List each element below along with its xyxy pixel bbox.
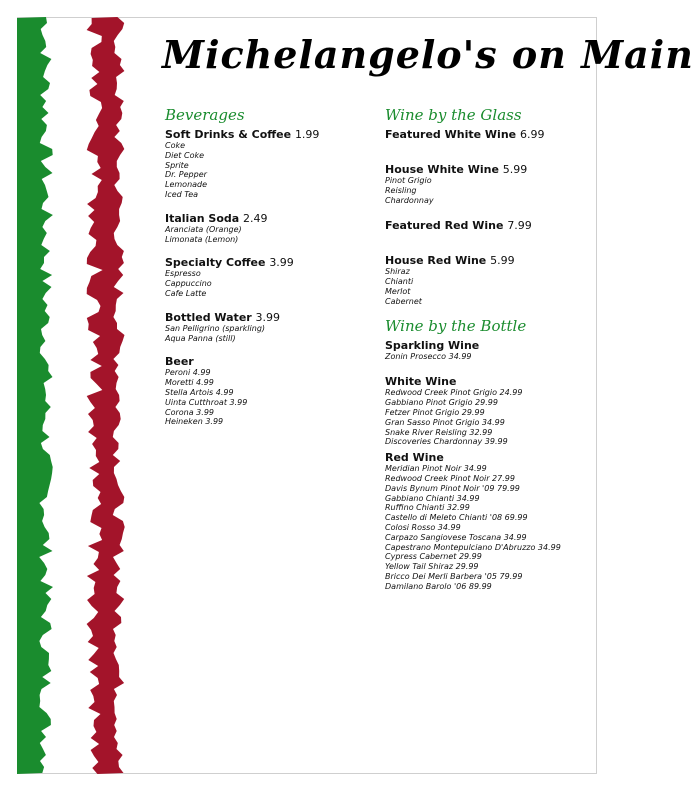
menu-group [385,219,595,232]
group-title [165,311,365,324]
wine-by-bottle-groups [385,339,595,592]
menu-group [385,254,595,306]
group-name: Soft Drinks & Coffee [165,128,292,141]
menu-item: Lemonade [165,180,208,190]
menu-group [165,311,365,344]
group-name: Beer [165,355,194,369]
group-price: 5.99 [502,163,528,176]
wine-by-bottle-heading: Wine by the Bottle [385,316,527,335]
group-title [165,212,365,225]
menu-group [165,128,365,200]
menu-item: Reisling [385,185,417,195]
menu-item: Chardonnay [385,195,434,205]
menu-item: Coke [165,141,186,150]
group-title [385,339,595,352]
wine-column [385,106,595,592]
group-title [385,128,595,141]
menu-group [165,256,365,298]
menu-item: Cafe Latte [165,288,207,298]
group-price: 2.49 [243,211,268,225]
group-name: House White Wine [385,163,499,176]
menu-item: Uinta Cutthroat 3.99 [165,397,248,407]
group-name: Italian Soda [165,211,240,225]
menu-group [385,451,595,591]
menu-item: Redwood Creek Pinot Grigio 24.99 [385,388,523,398]
wine-by-glass-groups [385,128,595,307]
menu-item: Castello di Meleto Chianti '08 69.99 [385,513,528,523]
menu-item: Aqua Panna (still) [165,333,236,343]
group-name: Bottled Water [165,310,252,324]
group-title [165,256,365,269]
group-title [165,128,365,141]
menu-item: Corona 3.99 [165,407,214,417]
group-price: 3.99 [255,310,281,324]
menu-group [385,339,595,362]
group-title [385,451,595,464]
menu-item: Shiraz [385,267,410,277]
menu-group [385,128,595,141]
menu-item: Cypress Cabernet 29.99 [385,552,482,562]
group-price: 3.99 [269,256,294,270]
beverages-heading: Beverages [165,106,245,124]
menu-group [165,355,365,427]
menu-item: Merlot [385,286,411,296]
menu-item: Cappuccino [165,279,212,289]
menu-item: Iced Tea [165,189,199,199]
menu-item: Meridian Pinot Noir 34.99 [385,464,487,474]
menu-item: Aranciata (Orange) [165,224,242,234]
beverage-groups [165,128,365,427]
menu-item: Fetzer Pinot Grigio 29.99 [385,407,485,417]
menu-item: Damilano Barolo '06 89.99 [385,581,492,591]
menu-item: Chianti [385,277,414,287]
group-name: Specialty Coffee [165,256,266,270]
menu-item: Diet Coke [165,150,205,160]
menu-item: Colosi Rosso 34.99 [385,522,461,532]
menu-item: Cabernet [385,296,422,306]
menu-group [385,163,595,205]
group-price: 1.99 [294,128,320,141]
group-title [385,375,595,388]
group-price: 6.99 [519,128,545,141]
group-name: House Red Wine [385,254,487,268]
group-title [385,219,595,232]
menu-item: Gabbiano Chianti 34.99 [385,493,480,503]
menu-item: Discoveries Chardonnay 39.99 [385,437,508,447]
red-stripe [87,17,125,774]
group-title [385,163,595,176]
menu-item: Peroni 4.99 [165,368,211,378]
menu-group [385,375,595,447]
menu-item: Gabbiano Pinot Grigio 29.99 [385,398,498,408]
menu-item: Heineken 3.99 [165,417,224,427]
menu-item: Moretti 4.99 [165,378,214,388]
menu-item: Sprite [165,160,189,170]
group-name: Sparkling Wine [385,338,480,352]
menu-item: Davis Bynum Pinot Noir '09 79.99 [385,483,520,493]
menu-item: Bricco Dei Merli Barbera '05 79.99 [385,571,523,581]
menu-item: Ruffino Chianti 32.99 [385,503,470,513]
menu-item: Dr. Pepper [165,170,207,180]
menu-item: Carpazo Sangiovese Toscana 34.99 [385,532,527,542]
italian-flag-stripes [17,17,127,774]
menu-item: Stella Artois 4.99 [165,387,234,397]
group-name: White Wine [385,375,457,389]
wine-by-glass-heading: Wine by the Glass [385,106,522,124]
group-name: Featured White Wine [385,128,517,141]
menu-item: Limonata (Lemon) [165,234,239,244]
menu-item: San Pelligrino (sparkling) [165,323,266,333]
menu-group [165,212,365,245]
green-stripe [17,17,53,774]
menu-item: Pinot Grigio [385,176,432,185]
menu-item: Capestrano Montepulciano D'Abruzzo 34.99 [385,542,561,552]
menu-item: Zonin Prosecco 34.99 [385,351,472,361]
group-price: 5.99 [490,254,515,268]
menu-item: Redwood Creek Pinot Noir 27.99 [385,473,515,483]
restaurant-title: Michelangelo's on Main [162,32,694,77]
beverages-column [165,106,365,439]
menu-item: Gran Sasso Pinot Grigio 34.99 [385,417,505,427]
group-price: 7.99 [507,219,532,233]
menu-item: Snake River Reisling 32.99 [385,427,493,437]
group-name: Red Wine [385,451,444,465]
menu-item: Yellow Tail Shiraz 29.99 [385,562,479,572]
group-title [385,254,595,267]
group-title [165,355,365,368]
menu-item: Espresso [165,269,201,279]
group-name: Featured Red Wine [385,219,504,233]
